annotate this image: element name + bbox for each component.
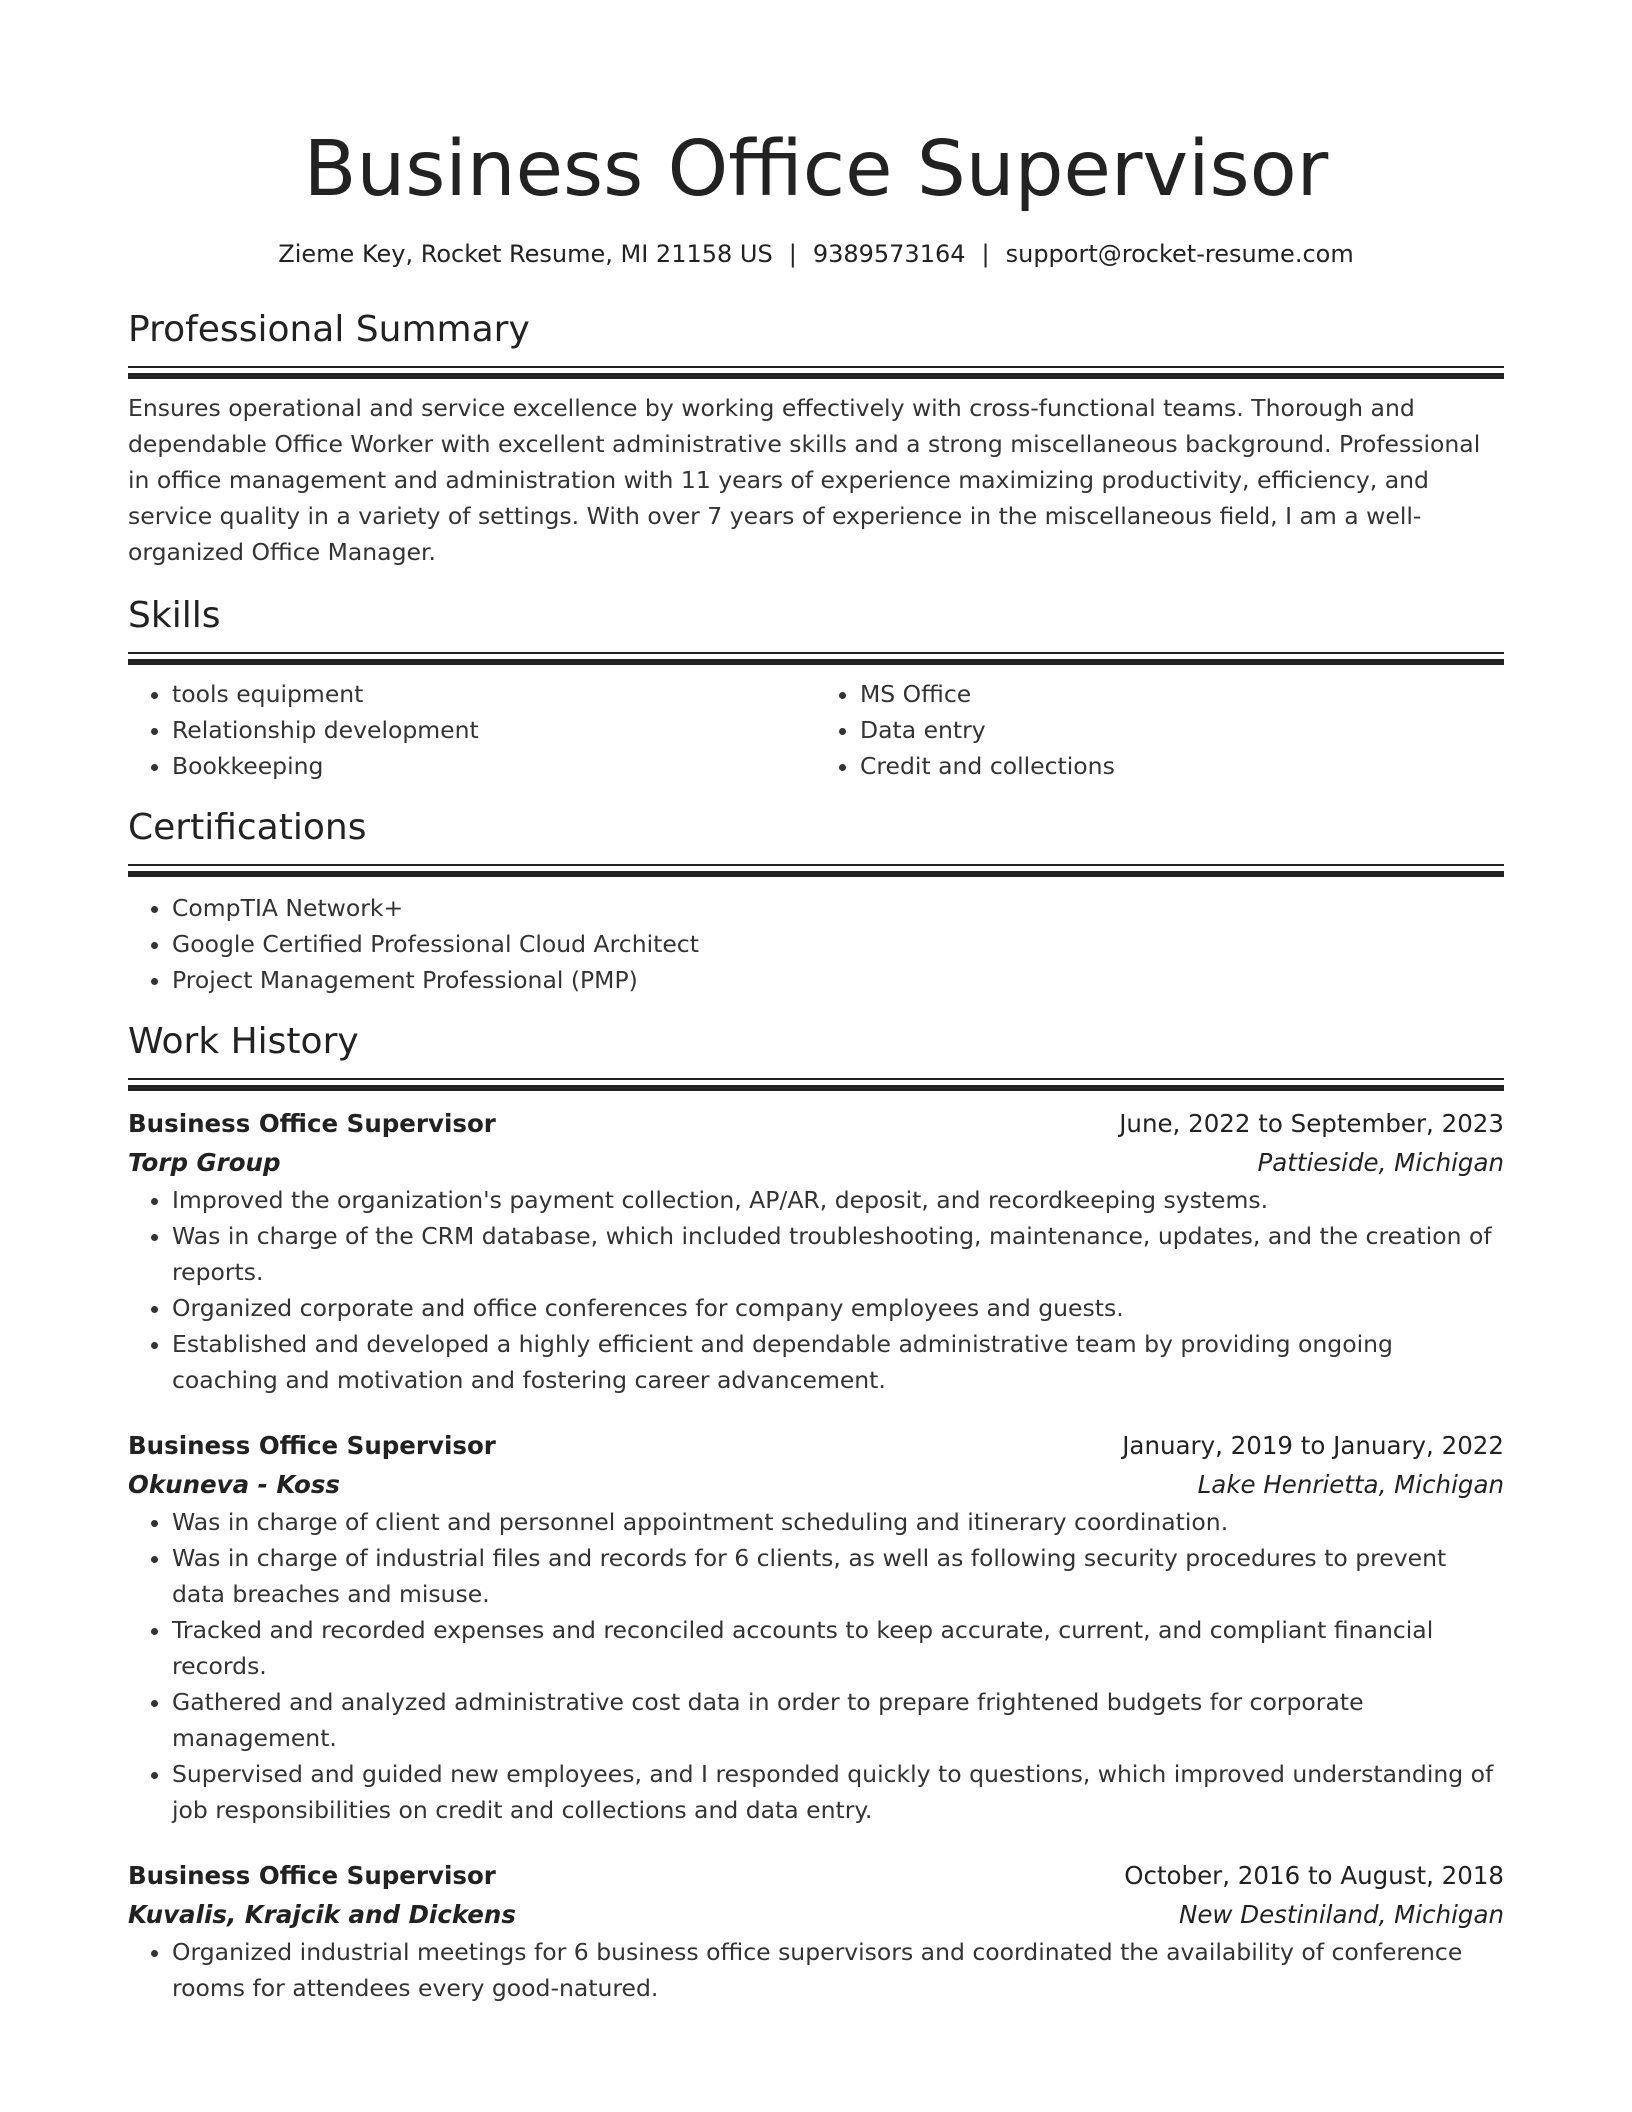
job-bullets xyxy=(128,1182,1504,1398)
certification-item: • Google Certified Professional Cloud Architect xyxy=(172,926,1504,962)
contact-email: support@rocket-resume.com xyxy=(1005,240,1354,268)
job-subheader xyxy=(128,1896,1504,1934)
skill-item: • Credit and collections xyxy=(860,748,1504,784)
skill-item: • Relationship development xyxy=(172,712,816,748)
job-bullet: • Gathered and analyzed administrative cost data in order to prepare frightened budgets for corporate management. xyxy=(172,1684,1504,1756)
job-title: Business Office Supervisor xyxy=(128,1431,496,1460)
job-company: Kuvalis, Krajcik and Dickens xyxy=(128,1900,516,1929)
section-divider xyxy=(128,366,1504,378)
contact-separator: | xyxy=(981,240,990,268)
job-entry xyxy=(128,1856,1504,2006)
skills-grid xyxy=(128,676,1504,784)
section-divider xyxy=(128,652,1504,664)
job-bullet: • Was in charge of the CRM database, which included troubleshooting, maintenance, updates, and the creation of reports. xyxy=(172,1218,1504,1290)
resume-name: Business Office Supervisor xyxy=(303,125,1329,214)
job-title: Business Office Supervisor xyxy=(128,1861,496,1890)
contact-address: Zieme Key, Rocket Resume, MI 21158 US xyxy=(278,240,773,268)
skill-item: • Data entry xyxy=(860,712,1504,748)
job-bullet: • Organized corporate and office conferences for company employees and guests. xyxy=(172,1290,1504,1326)
job-bullet: • Supervised and guided new employees, and I responded quickly to questions, which improved understanding of job responsibilities on credit and collections and data entry. xyxy=(172,1756,1504,1828)
skill-item: • MS Office xyxy=(860,676,1504,712)
job-entry xyxy=(128,1426,1504,1828)
skill-item: • tools equipment xyxy=(172,676,816,712)
job-bullet: • Established and developed a highly efficient and dependable administrative team by providing ongoing coaching and motivation and fostering career advancement. xyxy=(172,1326,1504,1398)
job-entry xyxy=(128,1104,1504,1398)
work-history-heading: Work History xyxy=(128,1021,359,1062)
job-bullets xyxy=(128,1504,1504,1828)
job-location: Pattieside, Michigan xyxy=(1257,1148,1504,1177)
job-dates: October, 2016 to August, 2018 xyxy=(1124,1861,1504,1890)
contact-line xyxy=(128,238,1504,270)
job-bullet: • Organized industrial meetings for 6 business office supervisors and coordinated the availability of conference rooms for attendees every good-natured. xyxy=(172,1934,1504,2006)
job-dates: January, 2019 to January, 2022 xyxy=(1122,1431,1504,1460)
section-divider xyxy=(128,1078,1504,1090)
job-bullet: • Improved the organization's payment collection, AP/AR, deposit, and recordkeeping systems. xyxy=(172,1182,1504,1218)
summary-heading: Professional Summary xyxy=(128,309,530,350)
certifications-list xyxy=(128,890,1504,998)
summary-text: Ensures operational and service excellence by working effectively with cross-functional teams. Thorough and dependable Office Worker with excellent administrative skills and a strong miscellaneous background. Professional in office management and administration with 11 years of experience maximizing productivity, efficiency, and service quality in a variety of settings. With over 7 years of experience in the miscellaneous field, I am a well-organized Office Manager. xyxy=(128,394,1481,566)
job-location: Lake Henrietta, Michigan xyxy=(1197,1470,1504,1499)
job-header xyxy=(128,1426,1504,1466)
work-history-section xyxy=(128,1020,1504,2006)
job-header xyxy=(128,1856,1504,1896)
job-header xyxy=(128,1104,1504,1144)
certification-item: • CompTIA Network+ xyxy=(172,890,1504,926)
skill-item: • Bookkeeping xyxy=(172,748,816,784)
job-subheader xyxy=(128,1466,1504,1504)
skills-list-left xyxy=(128,676,816,784)
job-bullet: • Was in charge of industrial files and records for 6 clients, as well as following security procedures to prevent data breaches and misuse. xyxy=(172,1540,1504,1612)
contact-phone: 9389573164 xyxy=(812,240,966,268)
job-subheader xyxy=(128,1144,1504,1182)
job-company: Torp Group xyxy=(128,1148,281,1177)
certifications-heading: Certifications xyxy=(128,807,367,848)
contact-separator: | xyxy=(788,240,797,268)
skills-heading: Skills xyxy=(128,595,221,636)
job-company: Okuneva - Koss xyxy=(128,1470,340,1499)
job-bullet: • Tracked and recorded expenses and reconciled accounts to keep accurate, current, and compliant financial records. xyxy=(172,1612,1504,1684)
skills-list-right xyxy=(816,676,1504,784)
job-bullet: • Was in charge of client and personnel appointment scheduling and itinerary coordination. xyxy=(172,1504,1504,1540)
certification-item: • Project Management Professional (PMP) xyxy=(172,962,1504,998)
summary-section xyxy=(128,308,1504,570)
skills-section xyxy=(128,594,1504,784)
job-bullets xyxy=(128,1934,1504,2006)
job-dates: June, 2022 to September, 2023 xyxy=(1119,1109,1504,1138)
job-location: New Destiniland, Michigan xyxy=(1179,1900,1504,1929)
job-title: Business Office Supervisor xyxy=(128,1109,496,1138)
certifications-section xyxy=(128,806,1504,998)
section-divider xyxy=(128,864,1504,876)
